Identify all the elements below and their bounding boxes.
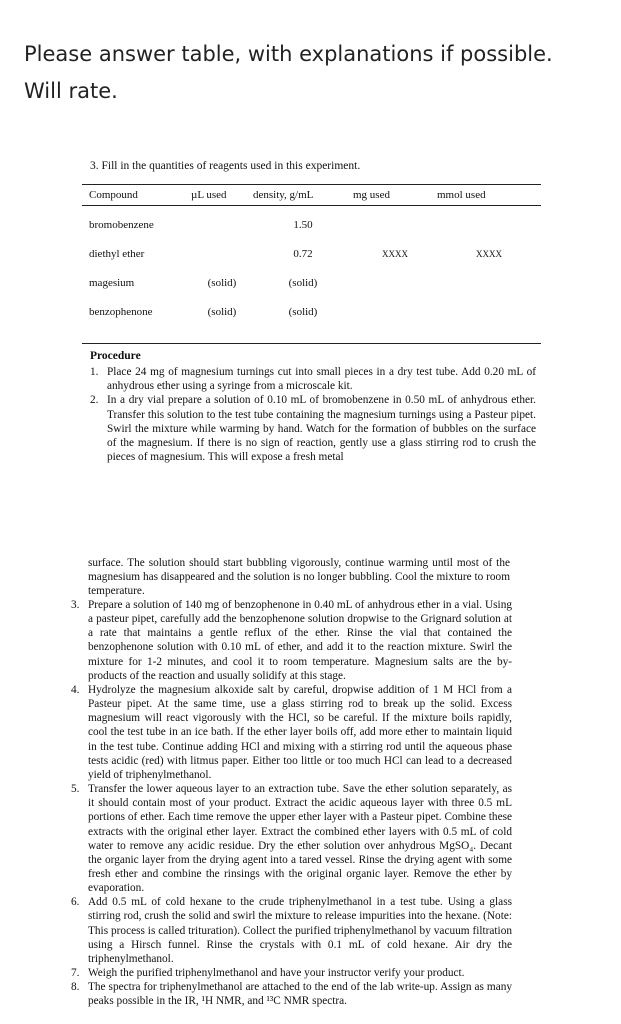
cell-mg[interactable] [353, 206, 437, 240]
step-text: Weigh the purified triphenylmethanol and have your instructor verify your product. [88, 967, 465, 980]
cell-compound: diethyl ether [89, 247, 145, 260]
cell-compound: benzophenone [82, 297, 191, 344]
cell-mg[interactable] [353, 297, 437, 344]
procedure-step [90, 365, 536, 393]
step-text: In a dry vial prepare a solution of 0.10 mL of bromobenzene in 0.50 mL of anhydrous ether. Transfer this solution to the test tube containing the magnesium turnings using a Pasteur pipet. Swirl the mixture while warming by hand. Watch for the formation of bubbles on the surface of the magnesium. If there is no sign of reaction, gently use a glass stirring rod to crush the pieces of magnesium. This will expose a fresh metal [107, 394, 536, 464]
table-row [82, 206, 541, 240]
procedure-step [71, 980, 512, 1008]
question-text: Please answer table, with explanations if possible. Will rate. [24, 42, 553, 103]
header-mg-used: mg used [353, 185, 437, 206]
cell-compound: bromobenzene [89, 218, 154, 231]
cell-compound: magesium [89, 276, 135, 289]
step-text: Add 0.5 mL of cold hexane to the crude triphenylmethanol in a test tube. Using a glass stirring rod, crush the solid and swirl the mixture to release impurities into the hexane. (Note: This process is called trituration). Collect the purified triphenylmethanol by vacuum filtration using a Hirsch funnel. Rinse the crystals with 0.1 mL of cold hexane. Air dry the triphenylmethanol. [88, 896, 512, 965]
cell-density: 1.50 [293, 218, 313, 231]
cell-density: (solid) [253, 297, 353, 344]
step-number: 7. [71, 967, 80, 980]
cell-density: (solid) [288, 276, 318, 289]
step-number: 1. [90, 366, 99, 378]
cell-mmol[interactable] [437, 206, 541, 240]
procedure-step [71, 683, 512, 782]
step-text: The spectra for triphenylmethanol are attached to the end of the lab write-up. Assign as many peaks possible in the IR, ¹H NMR, and ¹³C NMR spectra. [88, 981, 512, 1008]
header-mmol-used: mmol used [437, 185, 541, 206]
step-number: 2. [90, 394, 99, 407]
section-3-title: 3. Fill in the quantities of reagents used in this experiment. [90, 160, 361, 172]
table-row [82, 268, 541, 297]
step-number: 3. [71, 599, 80, 611]
header-density: density, g/mL [253, 185, 353, 206]
header-compound: Compound [82, 185, 191, 206]
step-number: 6. [71, 896, 80, 909]
procedure-step [71, 895, 512, 966]
step-text: Hydrolyze the magnesium alkoxide salt by careful, dropwise addition of 1 M HCl from a Pasteur pipet. At the same time, use a glass stirring rod to break up the solid. Excess magnesium will react vigorously with the HCl, so be careful. If the mixture boils rapidly, cool the test tube in an ice bath. If the ether layer boils off, add more ether to maintain liquid in the test tube. Continue adding HCl and mixing with a stirring rod until the aqueous phase tests acidic (red) with litmus paper. Either too little or too much HCl can lead to a decreased yield of triphenylmethanol. [88, 683, 512, 781]
table-row [82, 297, 541, 344]
step-number: 4. [71, 683, 80, 696]
cell-ul: (solid) [207, 276, 237, 289]
procedure-step [71, 782, 512, 895]
cell-mmol: XXXX [476, 248, 502, 259]
cell-ul: (solid) [191, 297, 253, 344]
cell-mg[interactable] [353, 268, 437, 297]
table-header-row [82, 185, 541, 206]
step-number: 5. [71, 783, 80, 796]
cell-ul[interactable] [191, 206, 253, 240]
cell-mmol[interactable] [437, 268, 541, 297]
cell-mg: XXXX [382, 248, 408, 259]
cell-density: 0.72 [293, 247, 313, 260]
cell-ul[interactable] [191, 239, 253, 268]
procedure-step [90, 393, 536, 464]
procedure-list-part-1 [90, 365, 536, 464]
procedure-title: Procedure [90, 350, 141, 362]
step-text: Prepare a solution of 140 mg of benzophenone in 0.40 mL of anhydrous ether in a vial. Using a pasteur pipet, carefully add the benzophenone solution dropwise to the Grignard solution at a rate that maintains a gentle reflux of the ether. Rinse the vial that contained the benzophenone solution with 0.10 mL of ether, and add it to the reaction mixture. Swirl the mixture for 1-2 minutes, and cool it to room temperature. Magnesium salts are the by-products of the reaction and usually solidify at this stage. [88, 599, 512, 682]
cell-mmol[interactable] [437, 297, 541, 344]
procedure-step [71, 598, 512, 683]
header-ul-used: µL used [191, 185, 253, 206]
procedure-step [71, 966, 512, 980]
step-number: 8. [71, 981, 80, 994]
step-text: Place 24 mg of magnesium turnings cut into small pieces in a dry test tube. Add 0.20 mL of anhydrous ether using a syringe from a microscale kit. [107, 366, 536, 393]
table-row [82, 239, 541, 268]
step-text: Transfer the lower aqueous layer to an extraction tube. Save the ether solution separately, as it should contain most of your product. Extract the acidic aqueous layer with three 0.5 mL portions of ether. Each time remove the upper ether layer with a Pasteur pipet. Combine these extracts with the original ether layer. Extract the combined ether layers with 0.5 mL of cold water to remove any acidic residue. Dry the ether solution over anhydrous MgSO₄. Decant the organic layer from the drying agent into a tared vessel. Rinse the drying agent with some fresh ether and combine the rinsings with the original organic layer. Remove the ether by evaporation. [88, 783, 512, 895]
reagent-table [82, 184, 541, 344]
procedure-list-part-2 [71, 598, 512, 1009]
step-2-continuation: surface. The solution should start bubbling vigorously, continue warming until most of the magnesium has disappeared and the solution is no longer bubbling. Cool the mixture to room temperature. [88, 557, 510, 598]
